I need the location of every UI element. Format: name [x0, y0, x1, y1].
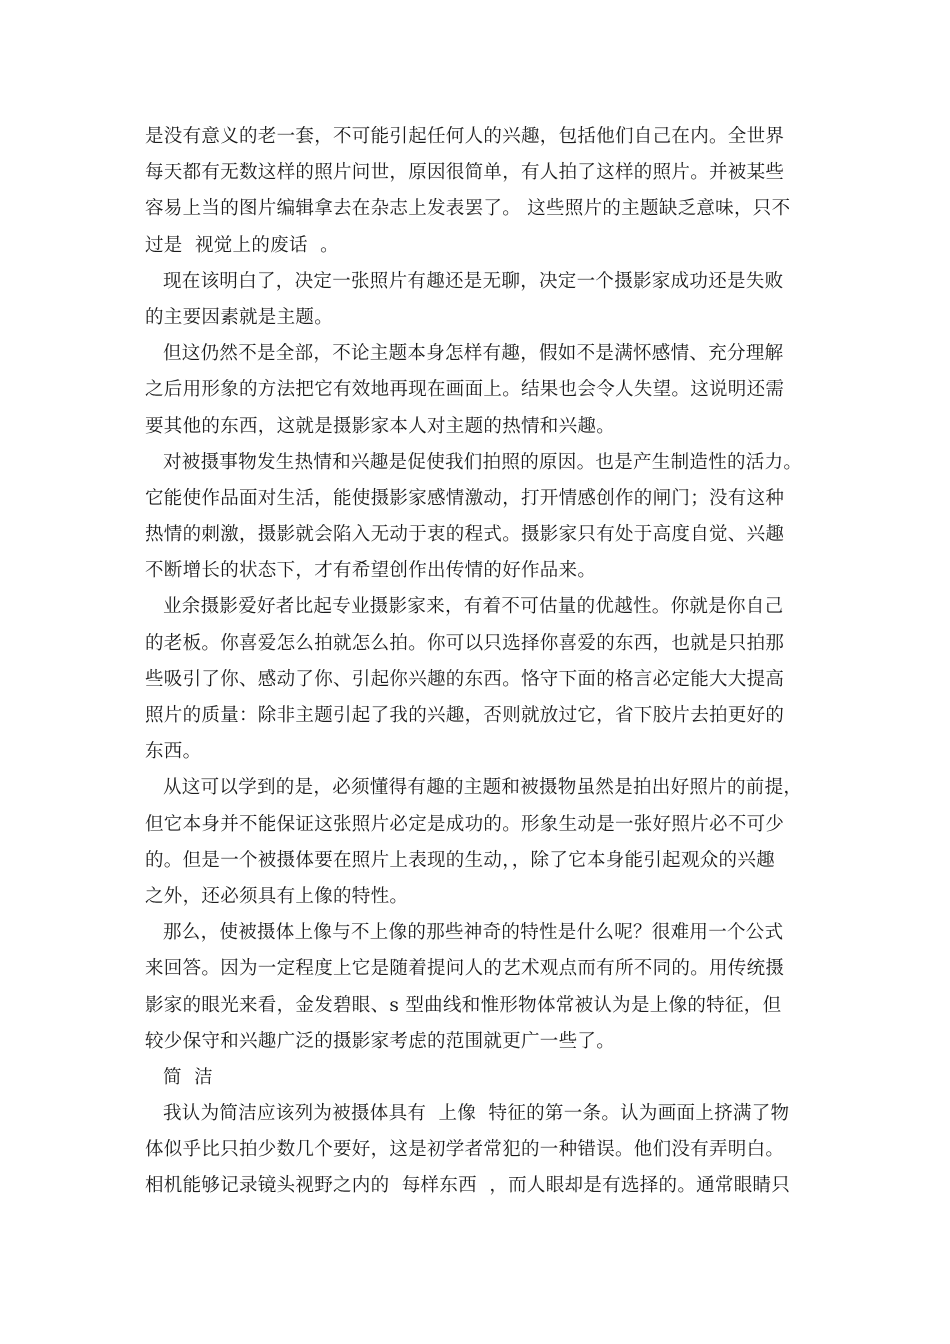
text-line: 影家的眼光来看，金发碧眼、s 型曲线和惟形物体常被认为是上像的特征，但: [145, 994, 782, 1016]
paragraph-start: 我认为简洁应该列为被摄体具有 上像 特征的第一条。认为画面上挤满了物: [163, 1103, 790, 1125]
text-line: 的。但是一个被摄体要在照片上表现的生动，，除了它本身能引起观众的兴趣: [145, 849, 775, 871]
text-line: 过是 视觉上的废话 。: [145, 234, 339, 256]
text-line: 要其他的东西，这就是摄影家本人对主题的热情和兴趣。: [145, 415, 616, 437]
text-line: 体似乎比只拍少数几个要好，这是初学者常犯的一种错误。他们没有弄明白。: [145, 1139, 785, 1161]
text-line: 相机能够记录镜头视野之内的 每样东西 ，而人眼却是有选择的。通常眼睛只: [145, 1175, 791, 1197]
text-line: 每天都有无数这样的照片问世，原因很简单，有人拍了这样的照片。并被某些: [145, 162, 785, 184]
text-line: 较少保守和兴趣广泛的摄影家考虑的范围就更广一些了。: [145, 1030, 616, 1052]
paragraph-start: 现在该明白了，决定一张照片有趣还是无聊，决定一个摄影家成功还是失败: [163, 270, 784, 292]
paragraph-start: 业余摄影爱好者比起专业摄影家来，有着不可估量的优越性。你就是你自己: [163, 596, 784, 618]
paragraph-start: 从这可以学到的是，必须懂得有趣的主题和被摄物虽然是拍出好照片的前提，: [163, 777, 803, 799]
text-line: 它能使作品面对生活，能使摄影家感情激动，打开情感创作的闸门；没有这种: [145, 487, 785, 509]
text-line: 东西。: [145, 741, 202, 763]
text-line: 是没有意义的老一套，不可能引起任何人的兴趣，包括他们自己在内。全世界: [145, 126, 785, 147]
text-line: 些吸引了你、感动了你、引起你兴趣的东西。恪守下面的格言必定能大大提高: [145, 668, 785, 690]
text-line: 的主要因素就是主题。: [145, 306, 334, 328]
text-line: 来回答。因为一定程度上它是随着提问人的艺术观点而有所不同的。用传统摄: [145, 958, 785, 980]
text-line: 热情的刺激，摄影就会陷入无动于衷的程式。摄影家只有处于高度自觉、兴趣: [145, 524, 785, 546]
body-text: [145, 119, 805, 1205]
paragraph-start: 对被摄事物发生热情和兴趣是促使我们拍照的原因。也是产生制造性的活力。: [163, 451, 803, 473]
text-line: 的老板。你喜爱怎么拍就怎么拍。你可以只选择你喜爱的东西，也就是只拍那: [145, 632, 785, 654]
text-line: 照片的质量：除非主题引起了我的兴趣，否则就放过它，省下胶片去拍更好的: [145, 705, 785, 726]
text-line: 不断增长的状态下，才有希望创作出传情的好作品来。: [145, 560, 597, 582]
text-line: 之后用形象的方法把它有效地再现在画面上。结果也会令人失望。这说明还需: [145, 379, 785, 401]
section-heading: 简 洁: [163, 1066, 213, 1088]
text-line: 容易上当的图片编辑拿去在杂志上发表罢了。 这些照片的主题缺乏意味，只不: [145, 198, 791, 220]
text-line: 之外，还必须具有上像的特性。: [145, 885, 409, 907]
paragraph-start: 但这仍然不是全部，不论主题本身怎样有趣，假如不是满怀感情、充分理解: [163, 343, 784, 365]
text-line: 但它本身并不能保证这张照片必定是成功的。形象生动是一张好照片必不可少: [145, 813, 785, 835]
paragraph-start: 那么，使被摄体上像与不上像的那些神奇的特性是什么呢？很难用一个公式: [163, 922, 784, 944]
